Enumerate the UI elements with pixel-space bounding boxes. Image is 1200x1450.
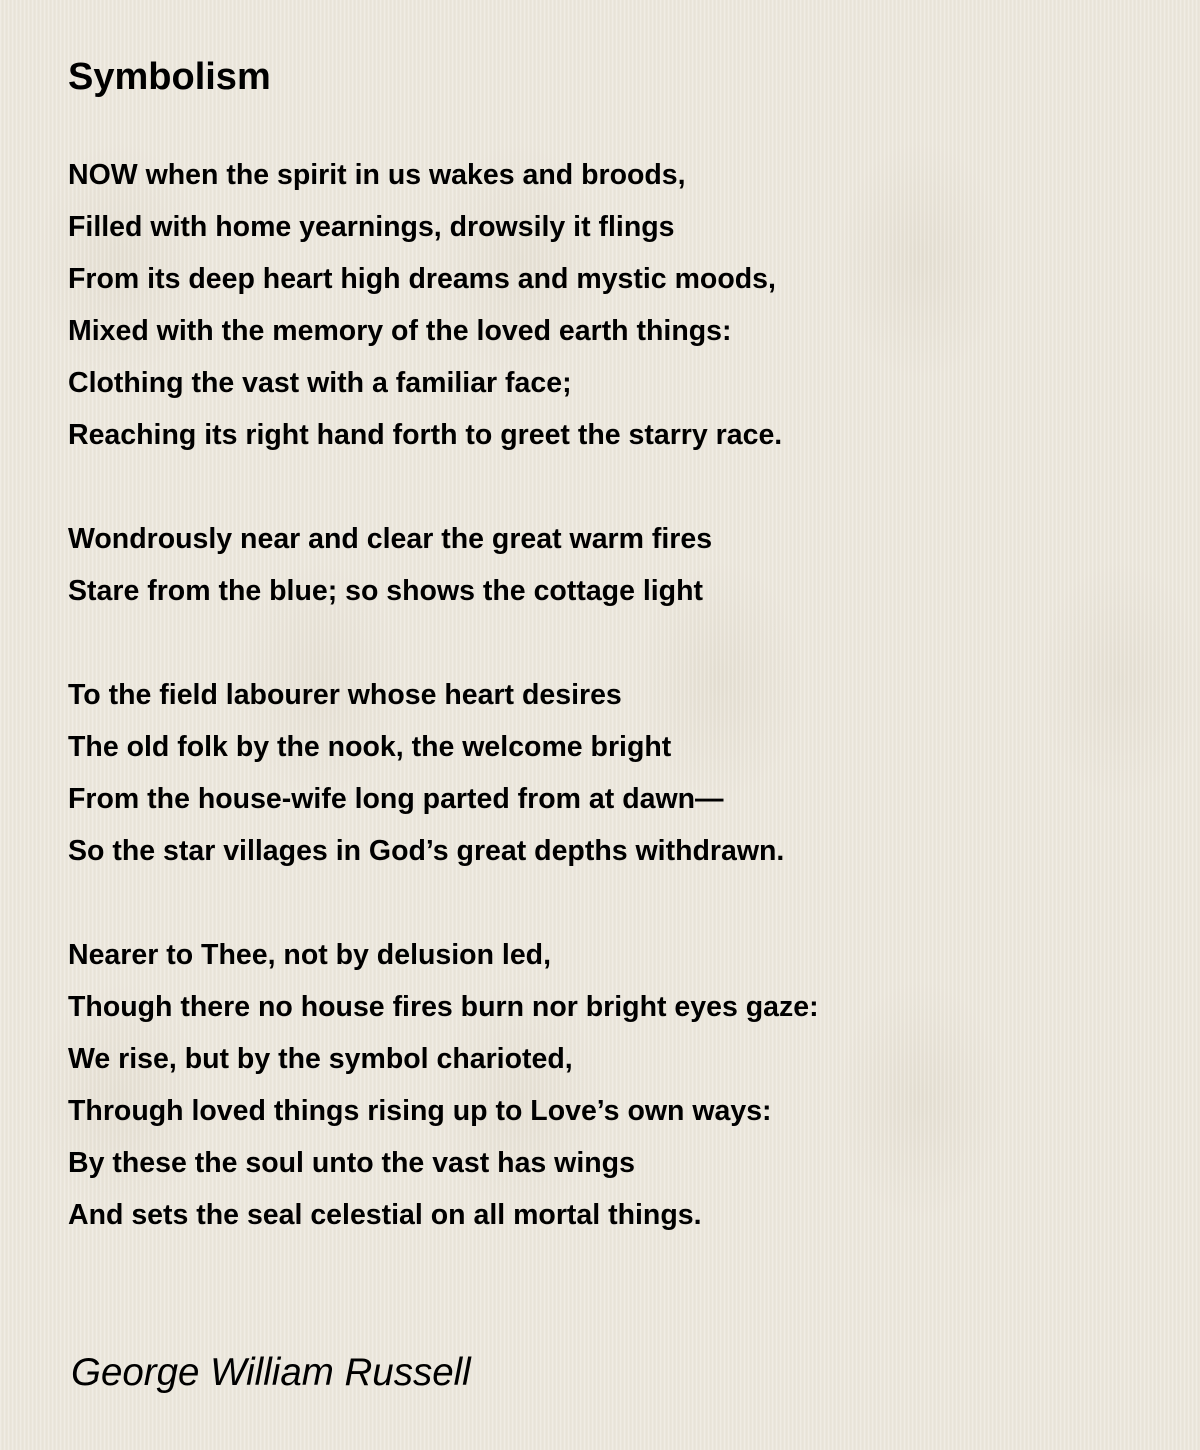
poem-line: Through loved things rising up to Love’s own ways:	[68, 1095, 772, 1127]
poem-line: Nearer to Thee, not by delusion led,	[68, 939, 551, 971]
poem-line: We rise, but by the symbol charioted,	[68, 1043, 573, 1075]
poem-line: And sets the seal celestial on all mortal things.	[68, 1199, 702, 1231]
poem-title: Symbolism	[68, 56, 271, 98]
poem-author: George William Russell	[71, 1351, 471, 1394]
poem-line: From its deep heart high dreams and mystic moods,	[68, 263, 776, 295]
poem-body	[68, 149, 1148, 1293]
poem-line: NOW when the spirit in us wakes and broods,	[68, 159, 686, 191]
poem-line: Mixed with the memory of the loved earth things:	[68, 315, 732, 347]
poem-line: Reaching its right hand forth to greet the starry race.	[68, 419, 783, 451]
stanza-4	[68, 929, 1148, 1241]
poem-line: Filled with home yearnings, drowsily it flings	[68, 211, 675, 243]
poem-line: Though there no house fires burn nor bright eyes gaze:	[68, 991, 819, 1023]
poem-line: So the star villages in God’s great depths withdrawn.	[68, 835, 785, 867]
poem-line: From the house-wife long parted from at dawn—	[68, 783, 724, 815]
stanza-2	[68, 513, 1148, 617]
stanza-3	[68, 669, 1148, 877]
poem-line: Clothing the vast with a familiar face;	[68, 367, 572, 399]
stanza-1	[68, 149, 1148, 461]
poem-line: Wondrously near and clear the great warm fires	[68, 523, 713, 555]
poem-line: The old folk by the nook, the welcome bright	[68, 731, 672, 763]
poem-line: Stare from the blue; so shows the cottage light	[68, 575, 703, 607]
poem-line: By these the soul unto the vast has wings	[68, 1147, 635, 1179]
poem-line: To the field labourer whose heart desires	[68, 679, 622, 711]
